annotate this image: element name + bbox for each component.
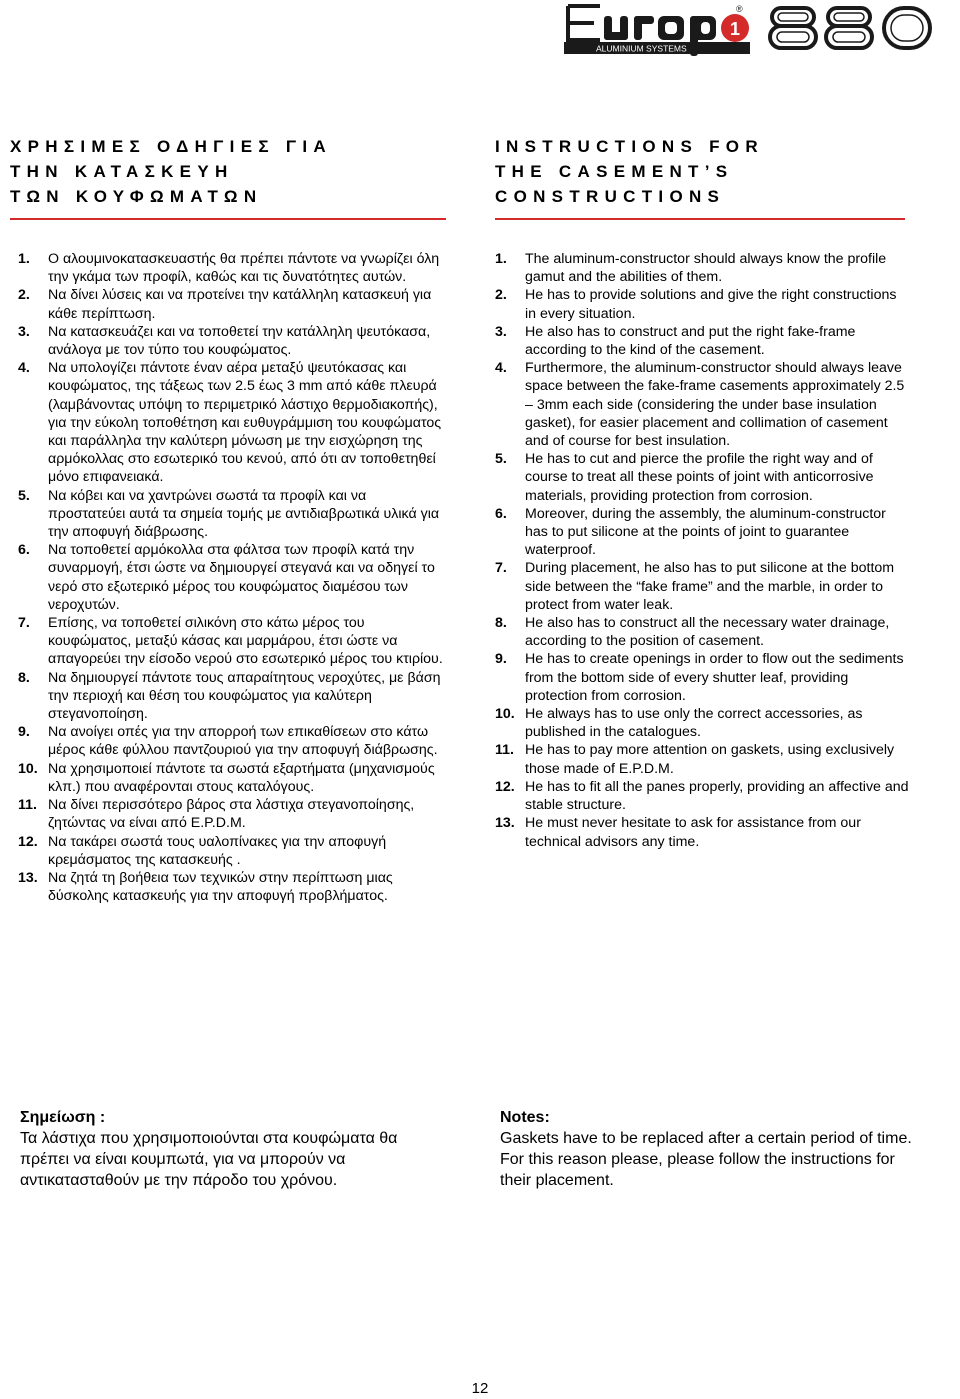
list-item bbox=[10, 286, 445, 322]
item-text: Να δίνει λύσεις και να προτείνει την κατάλληλη κατασκευή για κάθε περίπτωση. bbox=[48, 287, 432, 322]
list-item bbox=[495, 323, 910, 359]
item-text: He must never hesitate to ask for assistance from our technical advisors any time. bbox=[525, 815, 861, 850]
item-text: He always has to use only the correct accessories, as published in the catalogues. bbox=[525, 706, 863, 741]
item-text: Να δημιουργεί πάντοτε τους απαραίτητους νεροχύτες, με βάση την περιοχή και θέση του κουφώματος για καλύτερη στεγανοποίηση. bbox=[48, 669, 441, 723]
item-number: 11. bbox=[495, 742, 514, 759]
item-number: 3. bbox=[18, 323, 30, 340]
item-text: Να τοποθετεί αρμόκολλα στα φάλτσα των προφίλ κατά την συναρμογή, έτσι ώστε να δημιουργεί στεγανά και να οδηγεί το νερό στο εξωτερικό μέρος του κουφώματος διαμέσου των νεροχυτών. bbox=[48, 542, 435, 613]
list-item bbox=[495, 814, 910, 850]
list-item bbox=[495, 250, 910, 286]
item-number: 13. bbox=[18, 869, 38, 886]
list-item bbox=[10, 359, 445, 486]
item-number: 2. bbox=[495, 287, 507, 304]
english-instruction-list bbox=[495, 250, 910, 851]
greek-note-title: Σημείωση : bbox=[20, 1109, 106, 1126]
logo-tagline: ALUMINIUM SYSTEMS bbox=[596, 43, 687, 54]
item-number: 7. bbox=[495, 560, 507, 577]
item-number: 1. bbox=[495, 251, 507, 267]
english-heading-line: INSTRUCTIONS FOR bbox=[495, 137, 764, 156]
greek-note bbox=[20, 1107, 450, 1191]
greek-heading-line: ΤΩΝ ΚΟΥΦΩΜΑΤΩΝ bbox=[10, 187, 263, 206]
item-text: Να ζητά τη βοήθεια των τεχνικών στην περίπτωση μιας δύσκολης κατασκευής για την αποφυγή προβλήματος. bbox=[48, 869, 393, 905]
list-item bbox=[10, 796, 445, 832]
list-item bbox=[495, 741, 910, 777]
registered-mark: ® bbox=[736, 4, 743, 14]
item-text: He has to create openings in order to flow out the sediments from the bottom side of every shutter leaf, providing protection from corrosion. bbox=[525, 651, 904, 704]
greek-note-text: Τα λάστιχα που χρησιμοποιούνται στα κουφώματα θα πρέπει να είναι κουμπωτά, για να μπορούν να αντικατασταθούν με την πάροδο του χρόνου. bbox=[20, 1130, 398, 1189]
item-text: The aluminum-constructor should always know the profile gamut and the abilities of them. bbox=[525, 251, 887, 286]
list-item bbox=[10, 833, 445, 869]
europa-logo bbox=[560, 0, 956, 58]
item-number: 8. bbox=[495, 615, 507, 632]
item-text: He also has to construct and put the right fake-frame according to the kind of the casement. bbox=[525, 323, 856, 359]
english-heading-block bbox=[495, 134, 950, 220]
item-number: 6. bbox=[18, 542, 30, 559]
item-number: 3. bbox=[495, 323, 507, 340]
item-text: He has to fit all the panes properly, providing an affective and stable structure. bbox=[525, 778, 909, 814]
list-item bbox=[10, 669, 445, 724]
greek-heading-block bbox=[10, 134, 465, 220]
europa-logo-graphic bbox=[560, 0, 956, 58]
list-item bbox=[10, 723, 445, 759]
item-number: 12. bbox=[495, 778, 515, 795]
list-item bbox=[495, 559, 910, 614]
greek-heading-line: ΤΗΝ ΚΑΤΑΣΚΕΥΗ bbox=[10, 162, 234, 181]
item-number: 13. bbox=[495, 815, 515, 832]
list-item bbox=[495, 286, 910, 322]
item-text: He has to cut and pierce the profile the right way and of course to treat all these points of joint with anticorrosive materials, providing protection from corrosion. bbox=[525, 451, 874, 504]
list-item bbox=[495, 705, 910, 741]
item-text: He has to pay more attention on gaskets, using exclusively those made of E.P.D.M. bbox=[525, 742, 895, 777]
item-number: 2. bbox=[18, 287, 30, 304]
list-item bbox=[495, 505, 910, 560]
list-item bbox=[10, 250, 445, 286]
list-item bbox=[10, 614, 445, 669]
english-heading-rule bbox=[495, 218, 905, 220]
item-text: Moreover, during the assembly, the aluminum-constructor has to put silicone at the points of joint to guarantee waterproof. bbox=[525, 505, 886, 559]
item-text: Ο αλουμινοκατασκευαστής θα πρέπει πάντοτε να γνωρίζει όλη την γκάμα των προφίλ, καθώς και τις δυνατότητες αυτών. bbox=[48, 251, 440, 286]
list-item bbox=[10, 487, 445, 542]
english-heading-line: THE CASEMENT’S bbox=[495, 162, 734, 181]
item-number: 6. bbox=[495, 505, 507, 522]
svg-text:1: 1 bbox=[729, 19, 741, 39]
list-item bbox=[10, 541, 445, 614]
item-text: He has to provide solutions and give the right constructions in every situation. bbox=[525, 287, 897, 322]
item-number: 10. bbox=[18, 760, 38, 777]
english-heading-line: CONSTRUCTIONS bbox=[495, 187, 726, 206]
list-item bbox=[495, 650, 910, 705]
greek-heading-line: ΧΡΗΣΙΜΕΣ ΟΔΗΓΙΕΣ ΓΙΑ bbox=[10, 137, 332, 156]
item-number: 12. bbox=[18, 833, 38, 850]
item-number: 1. bbox=[18, 251, 30, 267]
english-note-title: Notes: bbox=[500, 1109, 550, 1126]
item-text: Να τακάρει σωστά τους υαλοπίνακες για την αποφυγή κρεμάσματος της κατασκευής . bbox=[48, 833, 387, 868]
english-note-text: Gaskets have to be replaced after a certain period of time. For this reason please, please follow the instructions for their placement. bbox=[500, 1130, 912, 1189]
list-item bbox=[495, 359, 910, 450]
item-number: 4. bbox=[18, 360, 30, 377]
item-text: Να κατασκευάζει και να τοποθετεί την κατάλληλη ψευτόκασα, ανάλογα με τον τύπο του κουφώματος. bbox=[48, 323, 431, 359]
item-number: 5. bbox=[18, 487, 30, 504]
list-item bbox=[10, 869, 445, 905]
item-text: Να υπολογίζει πάντοτε έναν αέρα μεταξύ ψευτόκασας και κουφώματος, της τάξεως των 2.5 έως 3 mm από κάθε πλευρά (λαμβάνοντας υπόψη το περιμετρικό λάστιχο θερμοδιακοπής), για την εύκολη τοποθέτηση και ευθυγράμμιση του κουφώματος και παράλληλα την καλύτερη μόνωση με την εισχώρηση της αρμόκολλας στο εσωτερικό του κενού, από ότι αν τοποθετηθεί μόνο επιφανειακά. bbox=[48, 360, 442, 486]
item-text: Να ανοίγει οπές για την απορροή των επικαθίσεων στο κάτω μέρος κάθε φύλλου παντζουριού για την αποφυγή διάβρωσης. bbox=[48, 724, 438, 759]
item-text: Furthermore, the aluminum-constructor should always leave space between the fake-frame casements approximately 2.5 – 3mm each side (considering the under base insulation gasket), for easier placement and collimation of casement and of course for best insulation. bbox=[525, 360, 905, 450]
list-item bbox=[10, 760, 445, 796]
item-number: 7. bbox=[18, 615, 30, 632]
list-item bbox=[495, 778, 910, 814]
english-note bbox=[500, 1107, 920, 1191]
item-number: 9. bbox=[18, 724, 30, 741]
item-number: 10. bbox=[495, 706, 515, 723]
list-item bbox=[495, 614, 910, 650]
item-number: 9. bbox=[495, 651, 507, 668]
item-text: Να δίνει περισσότερο βάρος στα λάστιχα στεγανοποίησης, ζητώντας να είναι από E.P.D.M. bbox=[48, 797, 415, 832]
greek-instruction-list bbox=[10, 250, 445, 905]
item-text: Επίσης, να τοποθετεί σιλικόνη στο κάτω μέρος του κουφώματος, μεταξύ κάσας και μαρμάρου, έτσι ώστε να απαγορεύει την είσοδο νερού στο εσωτερικό μέρος του κτιρίου. bbox=[48, 615, 443, 668]
item-text: Να κόβει και να χαντρώνει σωστά τα προφίλ και να προστατεύει αυτά τα σημεία τομής με αντιδιαβρωτικά υλικά για την αποφυγή διάβρωσης. bbox=[48, 487, 440, 541]
item-text: During placement, he also has to put silicone at the bottom side between the “fake frame” and the marble, in order to protect from water leak. bbox=[525, 560, 895, 613]
item-number: 4. bbox=[495, 360, 507, 377]
item-text: Να χρησιμοποιεί πάντοτε τα σωστά εξαρτήματα (μηχανισμούς κλπ.) που αναφέρονται στους καταλόγους. bbox=[48, 760, 435, 795]
item-number: 8. bbox=[18, 669, 30, 686]
item-text: He also has to construct all the necessary water drainage, according to the position of casement. bbox=[525, 615, 890, 650]
item-number: 5. bbox=[495, 451, 507, 468]
item-number: 11. bbox=[18, 797, 37, 814]
list-item bbox=[495, 450, 910, 505]
greek-heading-rule bbox=[10, 218, 446, 220]
list-item bbox=[10, 323, 445, 359]
page-number: 12 bbox=[471, 1380, 489, 1397]
